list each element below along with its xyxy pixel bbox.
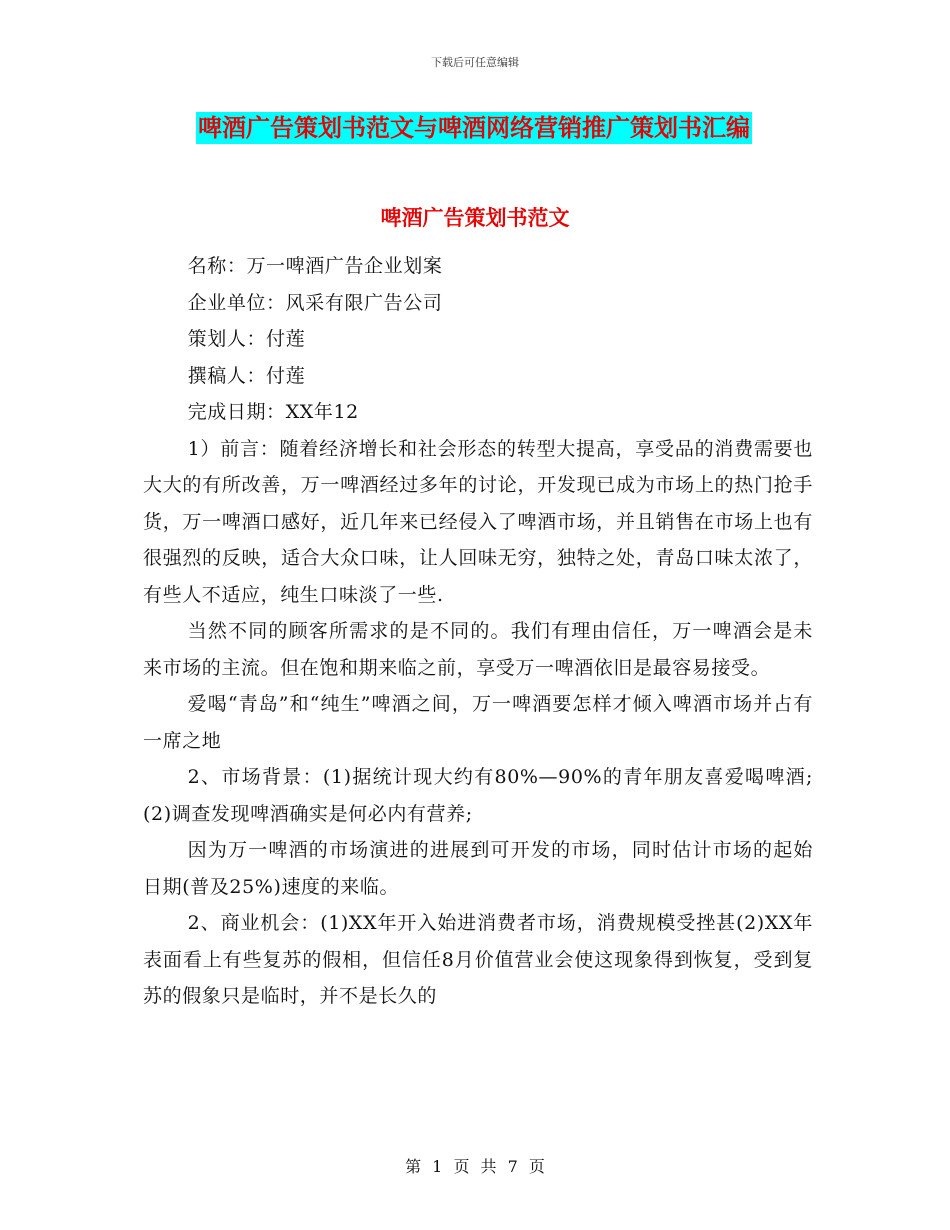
paragraph-planner: 策划人：付莲	[187, 328, 306, 350]
paragraph-writer: 撰稿人：付莲	[187, 364, 306, 387]
section-title: 啤酒广告策划书范文	[380, 205, 570, 230]
paragraph-company: 企业单位：风采有限广告公司	[187, 291, 443, 314]
paragraph-question: 爱喝“青岛”和“纯生”啤酒之间，万一啤酒要怎样才倾入啤酒市场并占有一席之地	[143, 693, 813, 752]
header-note: 下载后可任意编辑	[431, 56, 519, 69]
document-body	[143, 248, 813, 1015]
paragraph-preface: 1）前言：随着经济增长和社会形态的转型大提高，享受品的消费需要也大大的有所改善，万一啤酒经过多年的讨论，开发现已成为市场上的热门抢手货，万一啤酒口感好，近几年来已经侵入了啤酒市场，并且销售在市场上也有很强烈的反映，适合大众口味，让人回味无穷，独特之处，青岛口味太浓了，有些人不适应，纯生口味淡了一些.	[143, 437, 813, 606]
page-footer: 第 1 页 共 7 页	[405, 1157, 545, 1176]
document-title: 啤酒广告策划书范文与啤酒网络营销推广策划书汇编	[198, 113, 750, 142]
paragraph-name: 名称：万一啤酒广告企业划案	[187, 255, 443, 277]
paragraph-market-background: 2、市场背景：(1)据统计现大约有80%—90%的青年朋友喜爱喝啤酒;(2)调查发现啤酒确实是何必内有营养;	[143, 766, 813, 825]
paragraph-date: 完成日期：XX年12	[187, 401, 359, 423]
paragraph-customers: 当然不同的顾客所需求的是不同的。我们有理由信任，万一啤酒会是未来市场的主流。但在饱和期来临之前，享受万一啤酒依旧是最容易接受。	[143, 620, 813, 679]
paragraph-market-evolution: 因为万一啤酒的市场演进的进展到可开发的市场，同时估计市场的起始日期(普及25%)速度的来临。	[143, 839, 813, 898]
paragraph-business-opportunity: 2、商业机会：(1)XX年开入始进消费者市场，消费规模受挫甚(2)XX年表面看上有些复苏的假相，但信任8月价值营业会使这现象得到恢复，受到复苏的假象只是临时，并不是长久的	[143, 912, 813, 1007]
